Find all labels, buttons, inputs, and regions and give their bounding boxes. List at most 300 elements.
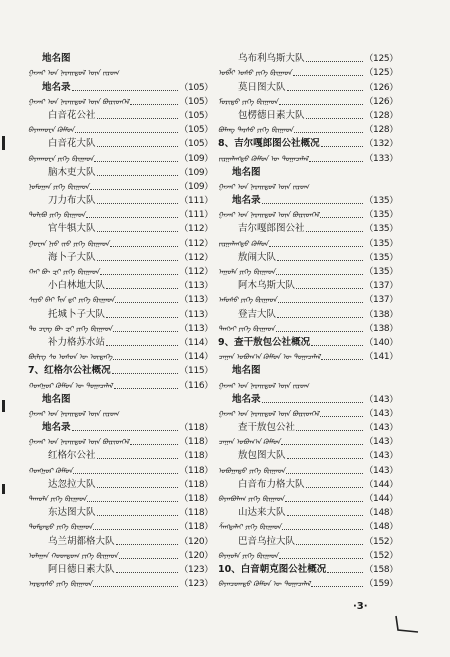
toc-entry	[28, 549, 213, 563]
toc-entry-label: ᠴᠠᠭᠠᠨ ᠣᠪᠣᠭ᠎ᠠ ᠺᠣᠮᠮᠦᠨ ᠦ ᠲᠣᠭᠠᠴᠠᠯᠠᠯ	[218, 353, 321, 362]
toc-entry-label: ᠪᠠᠶᠠᠨᠪᠤᠯᠠᠭ ᠶᠢᠬᠡ ᠪᠷᠢᠭᠠᠳ	[218, 495, 285, 503]
toc-entry-label: ᠭᠠᠵᠠᠷ ᠤᠨ ᠨᠡᠷᠡᠢᠳᠦᠯ ᠦᠨ ᠪᠦᠷᠢᠳᠭᠡᠯ	[218, 211, 320, 220]
toc-entry-page: （123）	[179, 564, 213, 575]
dot-leader	[321, 142, 364, 147]
toc-entry-page: （114）	[179, 352, 213, 363]
toc-entry	[28, 435, 213, 449]
toc-entry-page: （137）	[364, 281, 398, 292]
toc-entry-page: （112）	[179, 267, 213, 277]
toc-entry	[218, 393, 398, 407]
toc-entry-label: ᠭᠤᠸᠠᠨ ᠨᠢᠦ ᠵᠢᠦ ᠶᠢᠬᠡ ᠪᠷᠢᠭᠠᠳ	[28, 239, 110, 248]
toc-entry	[218, 166, 398, 180]
toc-entry-label: 敖包图大队	[238, 450, 286, 462]
pen-mark	[392, 612, 422, 636]
toc-entry	[218, 251, 398, 265]
toc-entry-page: （143）	[364, 451, 398, 462]
toc-entry-label: 脑木吏大队	[48, 166, 96, 178]
toc-entry-page: （118）	[179, 522, 213, 533]
toc-entry	[28, 393, 213, 407]
dot-leader	[277, 313, 363, 318]
toc-entry-label: ᠲᠣ ᠴᠧᠩ ᠪᠦ ᠽᠢ ᠶᠢᠬᠡ ᠪᠷᠢᠭᠠᠳ	[28, 324, 113, 333]
toc-entry-page: （113）	[179, 281, 213, 292]
toc-entry-label: 白音花公社	[48, 109, 96, 121]
dot-leader	[120, 413, 212, 417]
dot-leader	[97, 483, 179, 488]
dot-leader	[287, 511, 364, 516]
toc-entry	[218, 549, 398, 563]
dot-leader	[90, 185, 178, 190]
dot-leader	[309, 157, 363, 162]
dot-leader	[97, 199, 179, 204]
toc-entry-page: （143）	[364, 465, 398, 476]
toc-entry-label: 地名图	[232, 166, 261, 178]
toc-entry	[28, 123, 213, 137]
toc-entry-page: （135）	[364, 196, 398, 207]
toc-entry-label: ᠭᠠᠵᠠᠷ ᠤᠨ ᠨᠡᠷᠡᠢᠳᠦᠯ ᠦᠨ ᠵᠢᠷᠤᠭ	[28, 69, 119, 78]
toc-entry-label: 9、查干敖包公社概况	[218, 336, 311, 348]
toc-entry-page: （143）	[364, 437, 398, 448]
toc-entry-page: （113）	[179, 295, 213, 306]
dot-leader	[269, 242, 363, 247]
toc-entry-page: （125）	[364, 54, 398, 65]
toc-entry	[28, 194, 213, 208]
toc-entry-label: 登吉大队	[238, 308, 277, 320]
toc-entry	[218, 151, 398, 165]
toc-entry-page: （141）	[364, 352, 398, 363]
toc-entry-label: ᠱᠠᠩᠳᠠᠯᠠᠢ ᠶᠢᠬᠡ ᠪᠷᠢᠭᠠᠳ	[218, 523, 282, 532]
toc-entry-label: ᠬᠠᠢ ᠪᠦ ᠽᠢ ᠶᠢᠬᠡ ᠪᠷᠢᠭᠠᠳ	[28, 268, 100, 276]
dot-leader	[306, 227, 364, 232]
toc-entry	[218, 137, 398, 151]
toc-entry-label: 乌兰胡都格大队	[48, 535, 115, 547]
toc-entry-label: ᠳᠤᠮᠳᠠᠳᠤ ᠶᠢᠬᠡ ᠪᠷᠢᠭᠠᠳ	[28, 523, 93, 532]
toc-entry	[218, 180, 398, 194]
toc-entry-page: （118）	[179, 423, 213, 434]
toc-entry-page: （143）	[364, 394, 398, 405]
dot-leader	[72, 58, 212, 62]
dot-leader	[93, 582, 178, 587]
dot-leader	[306, 483, 364, 488]
toc-entry	[28, 236, 213, 250]
toc-entry-page: （135）	[364, 252, 398, 263]
dot-leader	[97, 227, 179, 232]
toc-entry	[218, 95, 398, 109]
toc-entry-page: （135）	[364, 210, 398, 221]
dot-leader	[106, 313, 178, 318]
toc-entry-label: 小白林地大队	[48, 280, 106, 292]
toc-entry	[218, 364, 398, 378]
toc-entry-page: （118）	[179, 451, 213, 462]
toc-entry-page: （128）	[364, 110, 398, 121]
toc-right-column	[218, 52, 398, 591]
toc-entry-label: 包楞德日素大队	[238, 109, 305, 121]
toc-entry-label: 托城卜子大队	[48, 308, 106, 320]
toc-entry-label: 乌布利乌斯大队	[238, 53, 305, 65]
toc-entry	[218, 350, 398, 364]
toc-entry	[28, 66, 213, 80]
dot-leader	[114, 384, 179, 389]
toc-entry	[28, 336, 213, 350]
toc-entry	[28, 520, 213, 534]
dot-leader	[86, 213, 178, 218]
dot-leader	[93, 525, 178, 530]
toc-entry	[28, 180, 213, 194]
dot-leader	[73, 469, 178, 474]
toc-entry-label: 巴音乌拉大队	[238, 535, 296, 547]
scan-mark	[2, 484, 5, 494]
toc-entry-label: ᠨᠣᠮᠣᠭᠠᠨ ᠶᠢᠬᠡ ᠪᠷᠢᠭᠠᠳ	[28, 182, 90, 191]
toc-entry-page: （105）	[179, 125, 213, 136]
toc-entry-page: （118）	[179, 479, 213, 490]
toc-entry	[28, 506, 213, 520]
toc-entry-label: 莫日图大队	[238, 81, 286, 93]
toc-entry-label: ᠴᠠᠭᠠᠨ ᠣᠪᠣᠭ᠎ᠠ ᠺᠣᠮᠮᠦᠨ	[218, 438, 281, 447]
toc-entry	[218, 236, 398, 250]
dot-leader	[72, 399, 212, 403]
dot-leader	[311, 582, 363, 587]
dot-leader	[72, 426, 179, 431]
dot-leader	[296, 540, 363, 545]
dot-leader	[311, 341, 363, 346]
dot-leader	[97, 454, 179, 459]
dot-leader	[321, 355, 363, 360]
toc-entry	[28, 251, 213, 265]
toc-entry-label: 敖闹大队	[238, 251, 277, 263]
toc-entry	[28, 222, 213, 236]
toc-entry-label: 地名录	[232, 393, 261, 405]
toc-entry-page: （105）	[179, 110, 213, 121]
dot-leader	[279, 554, 363, 559]
toc-entry-page: （112）	[179, 252, 213, 263]
toc-entry-page: （135）	[364, 224, 398, 235]
toc-entry-label: ᠭᠠᠵᠠᠷ ᠤᠨ ᠨᠡᠷᠡᠢᠳᠦᠯ ᠦᠨ ᠪᠦᠷᠢᠳᠭᠡᠯ	[218, 409, 320, 418]
toc-entry	[218, 123, 398, 137]
dot-leader	[116, 540, 179, 545]
dot-leader	[106, 341, 178, 346]
toc-entry	[218, 208, 398, 222]
toc-entry-label: 山达来大队	[238, 507, 286, 519]
toc-entry-page: （115）	[179, 366, 213, 377]
toc-entry-page: （113）	[179, 323, 213, 334]
toc-entry	[28, 166, 213, 180]
toc-entry-page: （116）	[179, 380, 213, 391]
toc-entry-label: 吉尔嘎郎图公社	[238, 223, 305, 235]
toc-entry	[28, 478, 213, 492]
toc-entry	[28, 279, 213, 293]
toc-entry	[28, 577, 213, 591]
toc-entry	[218, 407, 398, 421]
dot-leader	[278, 298, 364, 303]
toc-entry-page: （111）	[179, 210, 213, 221]
toc-entry-label: 7、红格尔公社概况	[28, 365, 111, 377]
toc-entry	[218, 506, 398, 520]
toc-entry	[28, 534, 213, 548]
toc-entry	[218, 265, 398, 279]
toc-entry-label: ᠳᠡᠩᠵᠢ ᠶᠢᠬᠡ ᠪᠷᠢᠭᠠᠳ	[218, 324, 275, 333]
toc-entry	[28, 109, 213, 123]
toc-entry-label: ᠭᠠᠵᠠᠷ ᠤᠨ ᠨᠡᠷᠡᠢᠳᠦᠯ ᠦᠨ ᠵᠢᠷᠤᠭ	[218, 381, 309, 390]
toc-entry-label: 地名图	[42, 53, 71, 65]
dot-leader	[72, 86, 179, 91]
toc-entry	[28, 137, 213, 151]
toc-entry-page: （144）	[364, 494, 398, 504]
toc-entry-page: （138）	[364, 323, 398, 334]
toc-entry	[218, 52, 398, 66]
toc-entry-page: （120）	[179, 536, 213, 547]
toc-entry	[28, 95, 213, 109]
toc-entry-page: （118）	[179, 508, 213, 519]
toc-entry	[28, 350, 213, 364]
toc-entry-page: （118）	[179, 494, 213, 504]
toc-entry-label: ᠭᠠᠵᠠᠷ ᠤᠨ ᠨᠡᠷᠡᠢᠳᠦᠯ ᠦᠨ ᠪᠦᠷᠢᠳᠭᠡᠯ	[28, 97, 130, 106]
toc-entry-label: ᠤᠪᠯᠢ ᠤᠰᠤ ᠶᠢᠬᠡ ᠪᠷᠢᠭᠠᠳ	[218, 69, 292, 78]
toc-entry-label: 红格尔公社	[48, 450, 96, 462]
toc-entry	[218, 194, 398, 208]
toc-entry-page: （109）	[179, 167, 213, 178]
toc-entry	[28, 293, 213, 307]
toc-entry-label: ᠪᠠᠶᠠᠨᠬᠤᠸᠠ ᠶᠢᠬᠡ ᠪᠷᠢᠭᠠᠳ	[28, 154, 94, 163]
dot-leader	[276, 270, 363, 275]
toc-entry-page: （148）	[364, 508, 398, 519]
toc-entry-label: 达忽拉大队	[48, 478, 96, 490]
toc-entry	[28, 449, 213, 463]
toc-entry	[218, 534, 398, 548]
toc-entry-page: （133）	[364, 153, 398, 164]
toc-entry-label: 刀力布大队	[48, 195, 96, 207]
dot-leader	[97, 114, 179, 119]
dot-leader	[262, 199, 364, 204]
toc-entry-label: ᠣᠪᠣᠭᠠᠲᠤ ᠶᠢᠬᠡ ᠪᠷᠢᠭᠠᠳ	[218, 466, 286, 475]
toc-entry-page: （144）	[364, 479, 398, 490]
toc-entry-page: （105）	[179, 82, 213, 93]
toc-entry-label: ᠮᠣᠷᠢᠲᠤ ᠶᠢᠬᠡ ᠪᠷᠢᠭᠠᠳ	[218, 97, 278, 106]
toc-entry	[218, 563, 398, 577]
dot-leader	[116, 568, 179, 573]
toc-entry-label: ᠬᠣᠩᠭᠣᠷ ᠺᠣᠮᠮᠦᠨ	[28, 466, 73, 475]
toc-entry-page: （143）	[364, 408, 398, 419]
dot-leader	[281, 440, 363, 445]
toc-entry-label: 白音布力格大队	[238, 478, 305, 490]
dot-leader	[110, 242, 178, 247]
toc-entry-page: （125）	[364, 68, 398, 79]
toc-entry-page: （112）	[179, 224, 213, 235]
dot-leader	[119, 554, 179, 559]
toc-entry-label: ᠵᠢᠷᠭᠠᠯᠠᠩᠲᠤ ᠺᠣᠮᠮᠦᠨ	[218, 239, 269, 248]
toc-entry	[218, 322, 398, 336]
toc-entry	[218, 293, 398, 307]
toc-entry-label: 8、吉尔嘎郎图公社概况	[218, 138, 320, 150]
toc-entry-label: 白音花大队	[48, 138, 96, 150]
dot-leader	[296, 426, 363, 431]
dot-leader	[94, 157, 178, 162]
dot-leader	[97, 171, 179, 176]
dot-leader	[87, 497, 178, 502]
toc-entry-label: ᠵᠢᠷᠭᠠᠯᠠᠩᠲᠤ ᠺᠣᠮᠮᠦᠨ ᠦ ᠲᠣᠭᠠᠴᠠᠯᠠᠯ	[218, 154, 309, 163]
toc-entry-label: ᠳᠣᠯᠢᠪᠤ ᠶᠢᠬᠡ ᠪᠷᠢᠭᠠᠳ	[28, 211, 86, 220]
toc-entry	[218, 449, 398, 463]
dot-leader	[130, 100, 178, 105]
toc-entry	[218, 520, 398, 534]
toc-entry-label: ᠠᠮᠤᠰᠤ ᠶᠢᠬᠡ ᠪᠷᠢᠭᠠᠳ	[218, 296, 277, 305]
toc-entry	[28, 322, 213, 336]
toc-entry-label: 地名图	[232, 365, 261, 377]
toc-entry	[218, 478, 398, 492]
toc-entry-page: （105）	[179, 139, 213, 150]
dot-leader	[285, 497, 363, 502]
toc-entry-label: ᠭᠠᠵᠠᠷ ᠤᠨ ᠨᠡᠷᠡᠢᠳᠦᠯ ᠦᠨ ᠵᠢᠷᠤᠭ	[218, 182, 309, 191]
dot-leader	[279, 100, 363, 105]
dot-leader	[262, 370, 397, 374]
toc-entry-page: （140）	[364, 337, 398, 348]
dot-leader	[287, 86, 364, 91]
dot-leader	[277, 256, 363, 261]
dot-leader	[113, 327, 178, 332]
toc-entry-page: （120）	[179, 550, 213, 561]
toc-entry-label: ᠠᠭᠤᠯᠠ ᠶᠢᠬᠡ ᠪᠷᠢᠭᠠᠳ	[218, 268, 276, 276]
toc-entry-page: （128）	[364, 125, 398, 136]
toc-entry-page: （148）	[364, 522, 398, 533]
toc-entry	[28, 407, 213, 421]
dot-leader	[327, 568, 363, 573]
toc-entry	[28, 80, 213, 94]
toc-entry-page: （126）	[364, 82, 398, 93]
toc-entry	[218, 421, 398, 435]
toc-entry-page: （143）	[364, 423, 398, 434]
dot-leader	[306, 57, 364, 62]
dot-leader	[276, 327, 364, 332]
toc-entry-page: （126）	[364, 96, 398, 107]
dot-leader	[115, 298, 178, 303]
toc-entry-page: （159）	[364, 579, 398, 590]
toc-entry	[218, 492, 398, 506]
toc-entry-label: 补力格苏水站	[48, 336, 106, 348]
toc-entry-page: （132）	[364, 139, 398, 150]
toc-entry-page: （123）	[179, 579, 213, 590]
dot-leader	[262, 172, 397, 176]
toc-entry-page: （112）	[179, 238, 213, 249]
toc-entry	[28, 52, 213, 66]
dot-leader	[120, 72, 212, 76]
toc-entry	[28, 364, 213, 378]
toc-entry-label: ᠭᠠᠵᠠᠷ ᠤᠨ ᠨᠡᠷᠡᠢᠳᠦᠯ ᠦᠨ ᠪᠦᠷᠢᠳᠭᠡᠯ	[28, 438, 130, 447]
toc-entry	[218, 307, 398, 321]
toc-entry-label: ᠭᠠᠵᠠᠷ ᠤᠨ ᠨᠡᠷᠡᠢᠳᠦᠯ ᠦᠨ ᠵᠢᠷᠤᠭ	[28, 409, 119, 418]
toc-entry-label: 东达图大队	[48, 507, 96, 519]
toc-entry-page: （152）	[364, 550, 398, 561]
dot-leader	[262, 398, 364, 403]
toc-entry-page: （113）	[179, 309, 213, 320]
toc-entry-page: （109）	[179, 181, 213, 192]
scan-mark	[2, 400, 5, 412]
toc-entry	[218, 66, 398, 80]
toc-entry	[28, 151, 213, 165]
toc-entry	[28, 307, 213, 321]
toc-entry-page: （137）	[364, 295, 398, 306]
toc-entry-label: 海卜子大队	[48, 251, 96, 263]
toc-entry	[218, 336, 398, 350]
toc-entry-label: ᠳᠠᠬᠤᠯᠠ ᠶᠢᠬᠡ ᠪᠷᠢᠭᠠᠳ	[28, 495, 87, 503]
dot-leader	[310, 385, 397, 389]
dot-leader	[75, 128, 178, 133]
toc-entry-label: ᠰᠢᠶᠣ ᠪᠠᠢ ᠯᠢᠨ ᠳᠢ ᠶᠢᠬᠡ ᠪᠷᠢᠭᠠᠳ	[28, 296, 115, 305]
toc-entry	[218, 109, 398, 123]
toc-entry-label: 地名录	[232, 195, 261, 207]
toc-entry-page: （152）	[364, 536, 398, 547]
dot-leader	[100, 270, 178, 275]
dot-leader	[282, 525, 363, 530]
toc-entry-label: 阿日德日素大队	[48, 563, 115, 575]
toc-entry-label: 查干敖包公社	[238, 422, 296, 434]
toc-entry-page: （138）	[364, 309, 398, 320]
toc-entry-page: （118）	[179, 465, 213, 476]
toc-entry-label: ᠠᠷᠳᠡᠷᠰᠦ ᠶᠢᠬᠡ ᠪᠷᠢᠭᠠᠳ	[28, 580, 92, 589]
dot-leader	[113, 355, 178, 360]
toc-entry	[218, 463, 398, 477]
toc-entry-label: 官牛犋大队	[48, 223, 96, 235]
toc-entry-page: （135）	[364, 267, 398, 277]
toc-entry	[28, 208, 213, 222]
toc-entry	[28, 265, 213, 279]
toc-entry	[28, 421, 213, 435]
dot-leader	[97, 256, 179, 261]
dot-leader	[97, 142, 179, 147]
toc-entry-page: （135）	[364, 238, 398, 249]
dot-leader	[130, 440, 178, 445]
dot-leader	[320, 213, 363, 218]
toc-entry-label: 地名录	[42, 422, 71, 434]
toc-entry	[28, 492, 213, 506]
toc-entry-page: （158）	[364, 564, 398, 575]
toc-entry	[218, 80, 398, 94]
toc-entry	[28, 463, 213, 477]
toc-entry-page: （109）	[179, 153, 213, 164]
toc-entry	[218, 222, 398, 236]
toc-entry-label: 地名图	[42, 393, 71, 405]
toc-entry	[218, 435, 398, 449]
toc-entry-label: 10、白音朝克图公社概况	[218, 563, 327, 575]
dot-leader	[97, 511, 179, 516]
dot-leader	[306, 114, 364, 119]
toc-entry	[28, 563, 213, 577]
page-number: ·3·	[353, 601, 368, 612]
dot-leader	[112, 369, 179, 374]
toc-entry-page: （118）	[179, 437, 213, 448]
toc-entry-page: （114）	[179, 337, 213, 348]
toc-entry-label: 阿木乌斯大队	[238, 280, 296, 292]
dot-leader	[287, 454, 364, 459]
toc-entry-label: ᠪᠤᠯᠠᠩ ᠳᠡᠷᠰᠦ ᠶᠢᠬᠡ ᠪᠷᠢᠭᠠᠳ	[218, 126, 293, 135]
toc-entry-label: ᠪᠦᠯᠢᠭ ᠰᠤ ᠤᠰᠤᠨ ᠦ ᠥᠲᠡᠭᠡ	[28, 353, 113, 362]
dot-leader	[296, 284, 363, 289]
toc-entry-label: ᠪᠠᠶᠠᠨᠤᠯᠠ ᠶᠢᠬᠡ ᠪᠷᠢᠭᠠᠳ	[218, 551, 279, 560]
dot-leader	[294, 128, 363, 133]
dot-leader	[320, 412, 363, 417]
dot-leader	[286, 469, 363, 474]
toc-entry	[218, 378, 398, 392]
toc-entry-page: （111）	[179, 196, 213, 207]
toc-entry-label: 地名录	[42, 81, 71, 93]
toc-entry-page: （105）	[179, 96, 213, 107]
dot-leader	[293, 71, 364, 76]
toc-entry	[28, 378, 213, 392]
toc-entry-label: ᠪᠠᠶᠠᠨᠬᠤᠸᠠ ᠺᠣᠮᠮᠦᠨ	[28, 126, 75, 135]
dot-leader	[106, 284, 178, 289]
toc-entry-label: ᠪᠠᠶᠠᠨᠴᠣᠭᠲᠤ ᠺᠣᠮᠮᠦᠨ ᠦ ᠲᠣᠭᠠᠴᠠᠯᠠᠯ	[218, 580, 311, 589]
dot-leader	[310, 186, 397, 190]
toc-entry	[218, 577, 398, 591]
toc-entry-label: ᠬᠣᠩᠭᠣᠷ ᠺᠣᠮᠮᠦᠨ ᠦ ᠲᠣᠭᠠᠴᠠᠯᠠᠯ	[28, 381, 113, 390]
toc-entry	[218, 279, 398, 293]
